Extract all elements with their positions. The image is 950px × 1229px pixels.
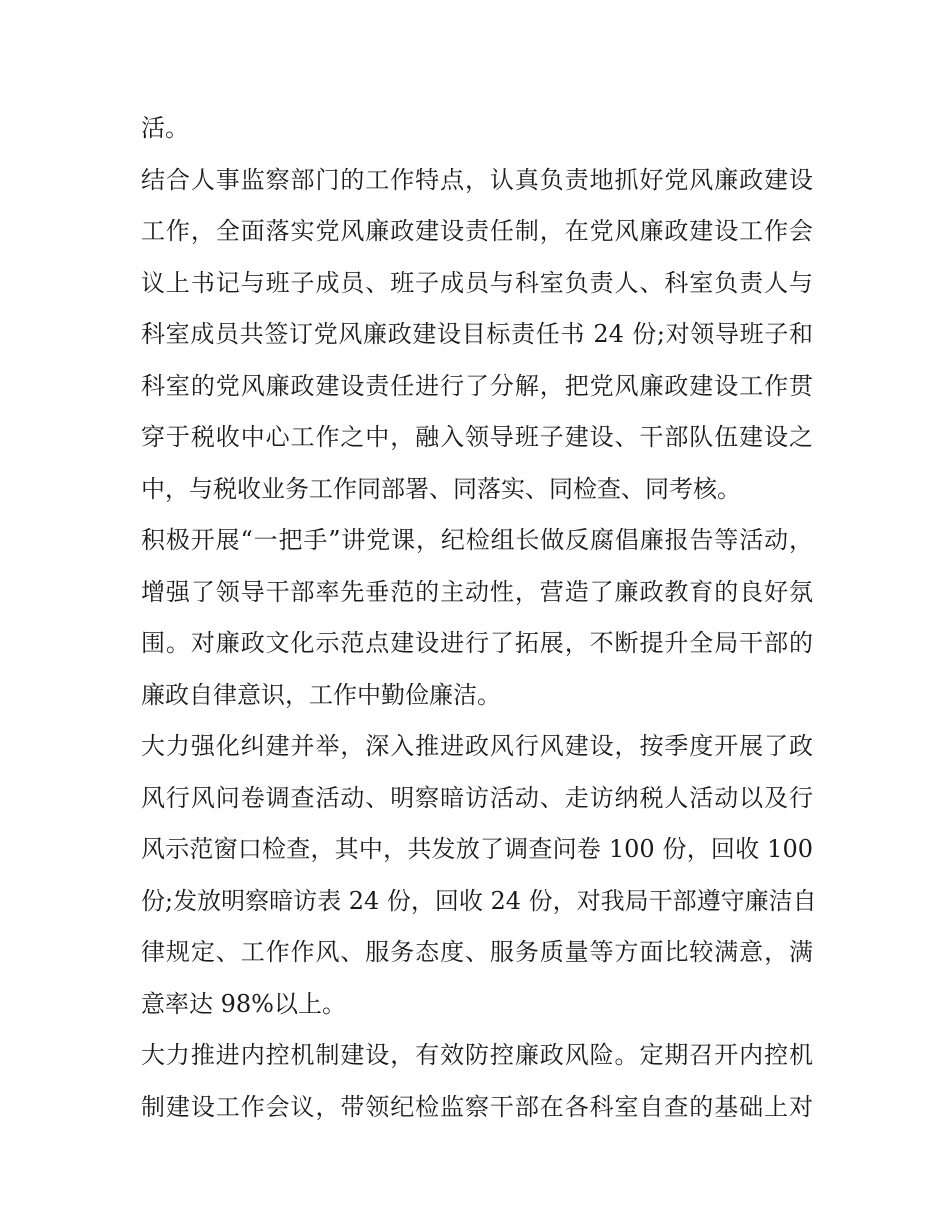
text-line: 科室成员共签订党风廉政建设目标责任书 24 份;对领导班子和 bbox=[141, 320, 813, 348]
text-line: 大力强化纠建并举，深入推进政风行风建设，按季度开展了政 bbox=[141, 732, 813, 760]
text-line: 意率达 98%以上。 bbox=[141, 989, 346, 1018]
text-line: 风行风问卷调查活动、明察暗访活动、走访纳税人活动以及行 bbox=[141, 783, 813, 812]
text-line: 围。对廉政文化示范点建设进行了拓展，不断提升全局干部的 bbox=[141, 629, 813, 657]
text-line: 积极开展“一把手”讲党课，纪检组长做反腐倡廉报告等活动， bbox=[141, 526, 813, 554]
text-line: 中，与税收业务工作同部署、同落实、同检查、同考核。 bbox=[141, 474, 741, 503]
text-line: 议上书记与班子成员、班子成员与科室负责人、科室负责人与 bbox=[141, 268, 813, 297]
paragraph-5 bbox=[141, 1030, 813, 1133]
paragraph-1 bbox=[141, 103, 813, 155]
text-line: 廉政自律意识，工作中勤俭廉洁。 bbox=[141, 680, 501, 709]
text-line: 科室的党风廉政建设责任进行了分解，把党风廉政建设工作贯 bbox=[141, 371, 813, 400]
text-line: 风示范窗口检查，其中，共发放了调查问卷 100 份，回收 100 bbox=[141, 835, 813, 863]
text-line: 结合人事监察部门的工作特点，认真负责地抓好党风廉政建设 bbox=[141, 165, 813, 194]
text-line: 制建设工作会议，带领纪检监察干部在各科室自查的基础上对 bbox=[141, 1092, 813, 1121]
text-line: 律规定、工作作风、服务态度、服务质量等方面比较满意，满 bbox=[141, 938, 813, 966]
paragraph-2 bbox=[141, 155, 813, 516]
text-line: 大力推进内控机制建设，有效防控廉政风险。定期召开内控机 bbox=[141, 1041, 813, 1069]
text-line: 增强了领导干部率先垂范的主动性，营造了廉政教育的良好氛 bbox=[141, 577, 813, 606]
text-line: 工作，全面落实党风廉政建设责任制，在党风廉政建设工作会 bbox=[141, 217, 813, 245]
text-line: 活。 bbox=[141, 114, 189, 142]
paragraph-3 bbox=[141, 515, 813, 721]
paragraph-4 bbox=[141, 721, 817, 1030]
document-body bbox=[141, 103, 817, 1133]
text-line: 份;发放明察暗访表 24 份，回收 24 份，对我局干部遵守廉洁自 bbox=[141, 886, 817, 915]
text-line: 穿于税收中心工作之中，融入领导班子建设、干部队伍建设之 bbox=[141, 423, 813, 451]
